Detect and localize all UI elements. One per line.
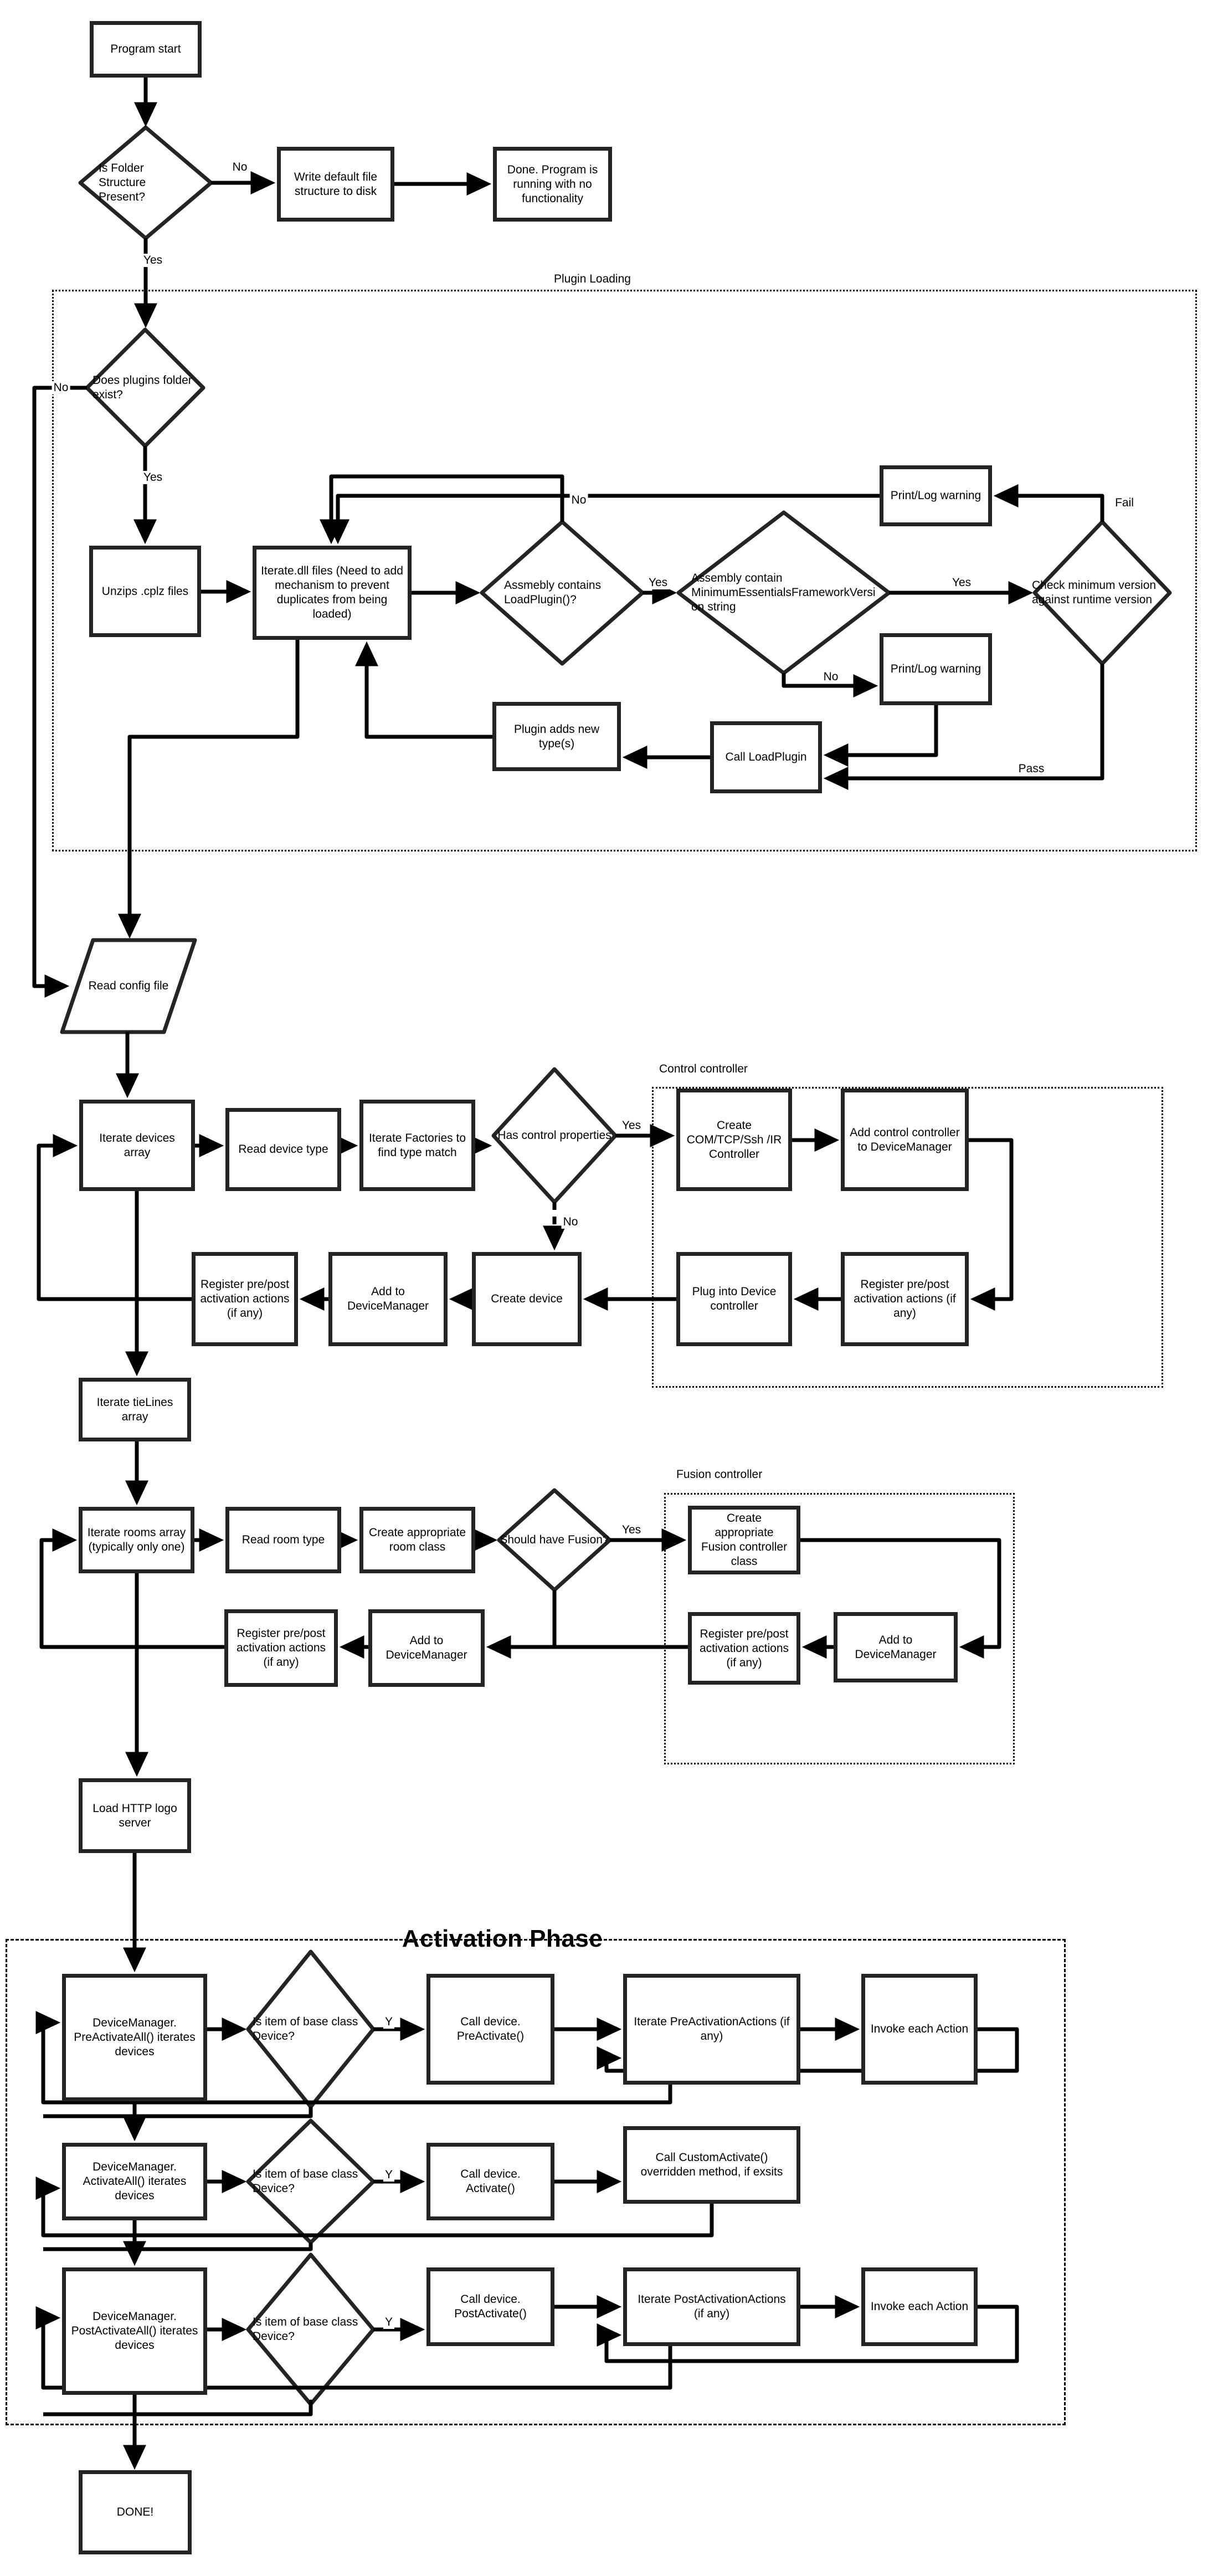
node-has-control-properties-diamond: Has control properties	[497, 1129, 611, 1142]
node-call-loadplugin: Call LoadPlugin	[710, 721, 822, 793]
node-iterate-preactivationactions: Iterate PreActivationActions (if any)	[623, 1974, 800, 2085]
node-read-config-file: Read config file	[88, 979, 169, 992]
node-write-default: Write default file structure to disk	[277, 147, 394, 222]
node-is-item-base-class-diamond-1: Is item of base class Device?	[253, 2015, 358, 2043]
node-call-postactivate: Call device. PostActivate()	[426, 2267, 554, 2346]
edge-label-yes-loadplugin: Yes	[647, 576, 669, 589]
edge-label-yes-assembly: Yes	[950, 576, 973, 589]
edge-label-no-control: No	[562, 1215, 580, 1229]
edge-label-no-plugins: No	[52, 381, 70, 394]
edge-label-fail: Fail	[1113, 496, 1135, 510]
node-is-folder-structure-diamond: Is Folder Structure Present?	[99, 162, 146, 203]
node-iterate-rooms: Iterate rooms array (typically only one)	[79, 1507, 194, 1573]
node-iterate-postactivationactions: Iterate PostActivationActions (if any)	[623, 2267, 800, 2346]
plugin-loading-label: Plugin Loading	[554, 273, 631, 285]
node-invoke-each-action-1: Invoke each Action	[861, 1974, 978, 2085]
node-register-prepost-dev: Register pre/post activation actions (if any)	[192, 1252, 298, 1346]
node-create-room-class: Create appropriate room class	[359, 1507, 475, 1573]
node-dm-activateall: DeviceManager. ActivateAll() iterates devices	[62, 2143, 207, 2220]
edge-label-yes-folder: Yes	[142, 254, 164, 267]
node-iterate-tielines: Iterate tieLines array	[79, 1378, 191, 1441]
edge-label-y-pre: Y	[383, 2015, 394, 2029]
edge-label-no-loadplugin: No	[570, 494, 588, 507]
node-read-room-type: Read room type	[225, 1507, 341, 1573]
node-add-control-controller: Add control controller to DeviceManager	[841, 1089, 969, 1191]
edge-label-y-act: Y	[383, 2168, 394, 2182]
node-iterate-factories: Iterate Factories to find type match	[359, 1100, 475, 1191]
activation-phase-label: Activation Phase	[402, 1925, 603, 1952]
edge-label-no-assembly: No	[822, 670, 840, 684]
node-read-device-type: Read device type	[225, 1108, 341, 1191]
node-assembly-contain-minimum-diamond: Assembly contain MinimumEssentialsFrameworkVersion string	[691, 572, 876, 613]
node-create-com-controller: Create COM/TCP/Ssh /IR Controller	[676, 1089, 792, 1191]
node-done-no-functionality: Done. Program is running with no functionality	[493, 147, 612, 222]
node-is-item-base-class-diamond-2: Is item of base class Device?	[253, 2168, 358, 2195]
node-register-prepost-control: Register pre/post activation actions (if any)	[841, 1252, 969, 1346]
fusion-controller-label: Fusion controller	[676, 1468, 763, 1481]
node-printlog-warning-2: Print/Log warning	[880, 633, 992, 705]
node-is-item-base-class-diamond-3: Is item of base class Device?	[253, 2316, 358, 2343]
node-should-have-fusion-diamond: Should have Fusion?	[500, 1533, 609, 1546]
node-load-http-logo-server: Load HTTP logo server	[79, 1778, 191, 1853]
node-add-to-devicemanager-fusion: Add to DeviceManager	[834, 1612, 958, 1682]
node-register-prepost-fusion: Register pre/post activation actions (if any)	[688, 1612, 800, 1685]
node-does-plugins-folder-diamond: Does plugins folder exist?	[92, 374, 192, 401]
edge-label-yes-fusion: Yes	[620, 1523, 643, 1537]
node-iterate-devices: Iterate devices array	[79, 1100, 195, 1191]
node-program-start: Program start	[90, 21, 202, 78]
node-register-prepost-room: Register pre/post activation actions (if any)	[224, 1609, 338, 1687]
node-dm-postactivateall: DeviceManager. PostActivateAll() iterates devices	[62, 2267, 207, 2395]
node-done: DONE!	[79, 2470, 192, 2554]
edge-label-pass: Pass	[1017, 762, 1046, 776]
node-plug-into-device-controller: Plug into Device controller	[676, 1252, 792, 1346]
node-add-to-devicemanager-room: Add to DeviceManager	[368, 1609, 485, 1687]
node-call-customactivate: Call CustomActivate() overridden method, if exsits	[623, 2126, 800, 2204]
node-plugin-adds-types: Plugin adds new type(s)	[492, 702, 621, 771]
node-assembly-contains-loadplugin-diamond: Assmebly contains LoadPlugin()?	[504, 579, 602, 606]
node-call-preactivate: Call device. PreActivate()	[426, 1974, 554, 2085]
node-check-minimum-version-diamond: Check minimum version against runtime version	[1032, 579, 1157, 606]
edge-label-yes-plugins: Yes	[142, 471, 164, 484]
node-iterate-dll: Iterate.dll files (Need to add mechanism to prevent duplicates from being loaded)	[253, 546, 412, 640]
control-controller-label: Control controller	[659, 1063, 748, 1075]
node-add-to-devicemanager-dev: Add to DeviceManager	[328, 1252, 448, 1346]
node-create-device: Create device	[472, 1252, 582, 1346]
node-create-fusion-controller: Create appropriate Fusion controller class	[688, 1506, 800, 1574]
node-printlog-warning-1: Print/Log warning	[880, 465, 992, 526]
edge-label-yes-control: Yes	[620, 1119, 643, 1132]
node-dm-preactivateall: DeviceManager. PreActivateAll() iterates devices	[62, 1974, 207, 2101]
edge-label-no-folder: No	[231, 161, 249, 174]
edge-label-y-post: Y	[383, 2316, 394, 2329]
node-unzips-cplz: Unzips .cplz files	[89, 546, 201, 637]
node-invoke-each-action-3: Invoke each Action	[861, 2267, 978, 2346]
node-call-activate: Call device. Activate()	[426, 2143, 554, 2220]
